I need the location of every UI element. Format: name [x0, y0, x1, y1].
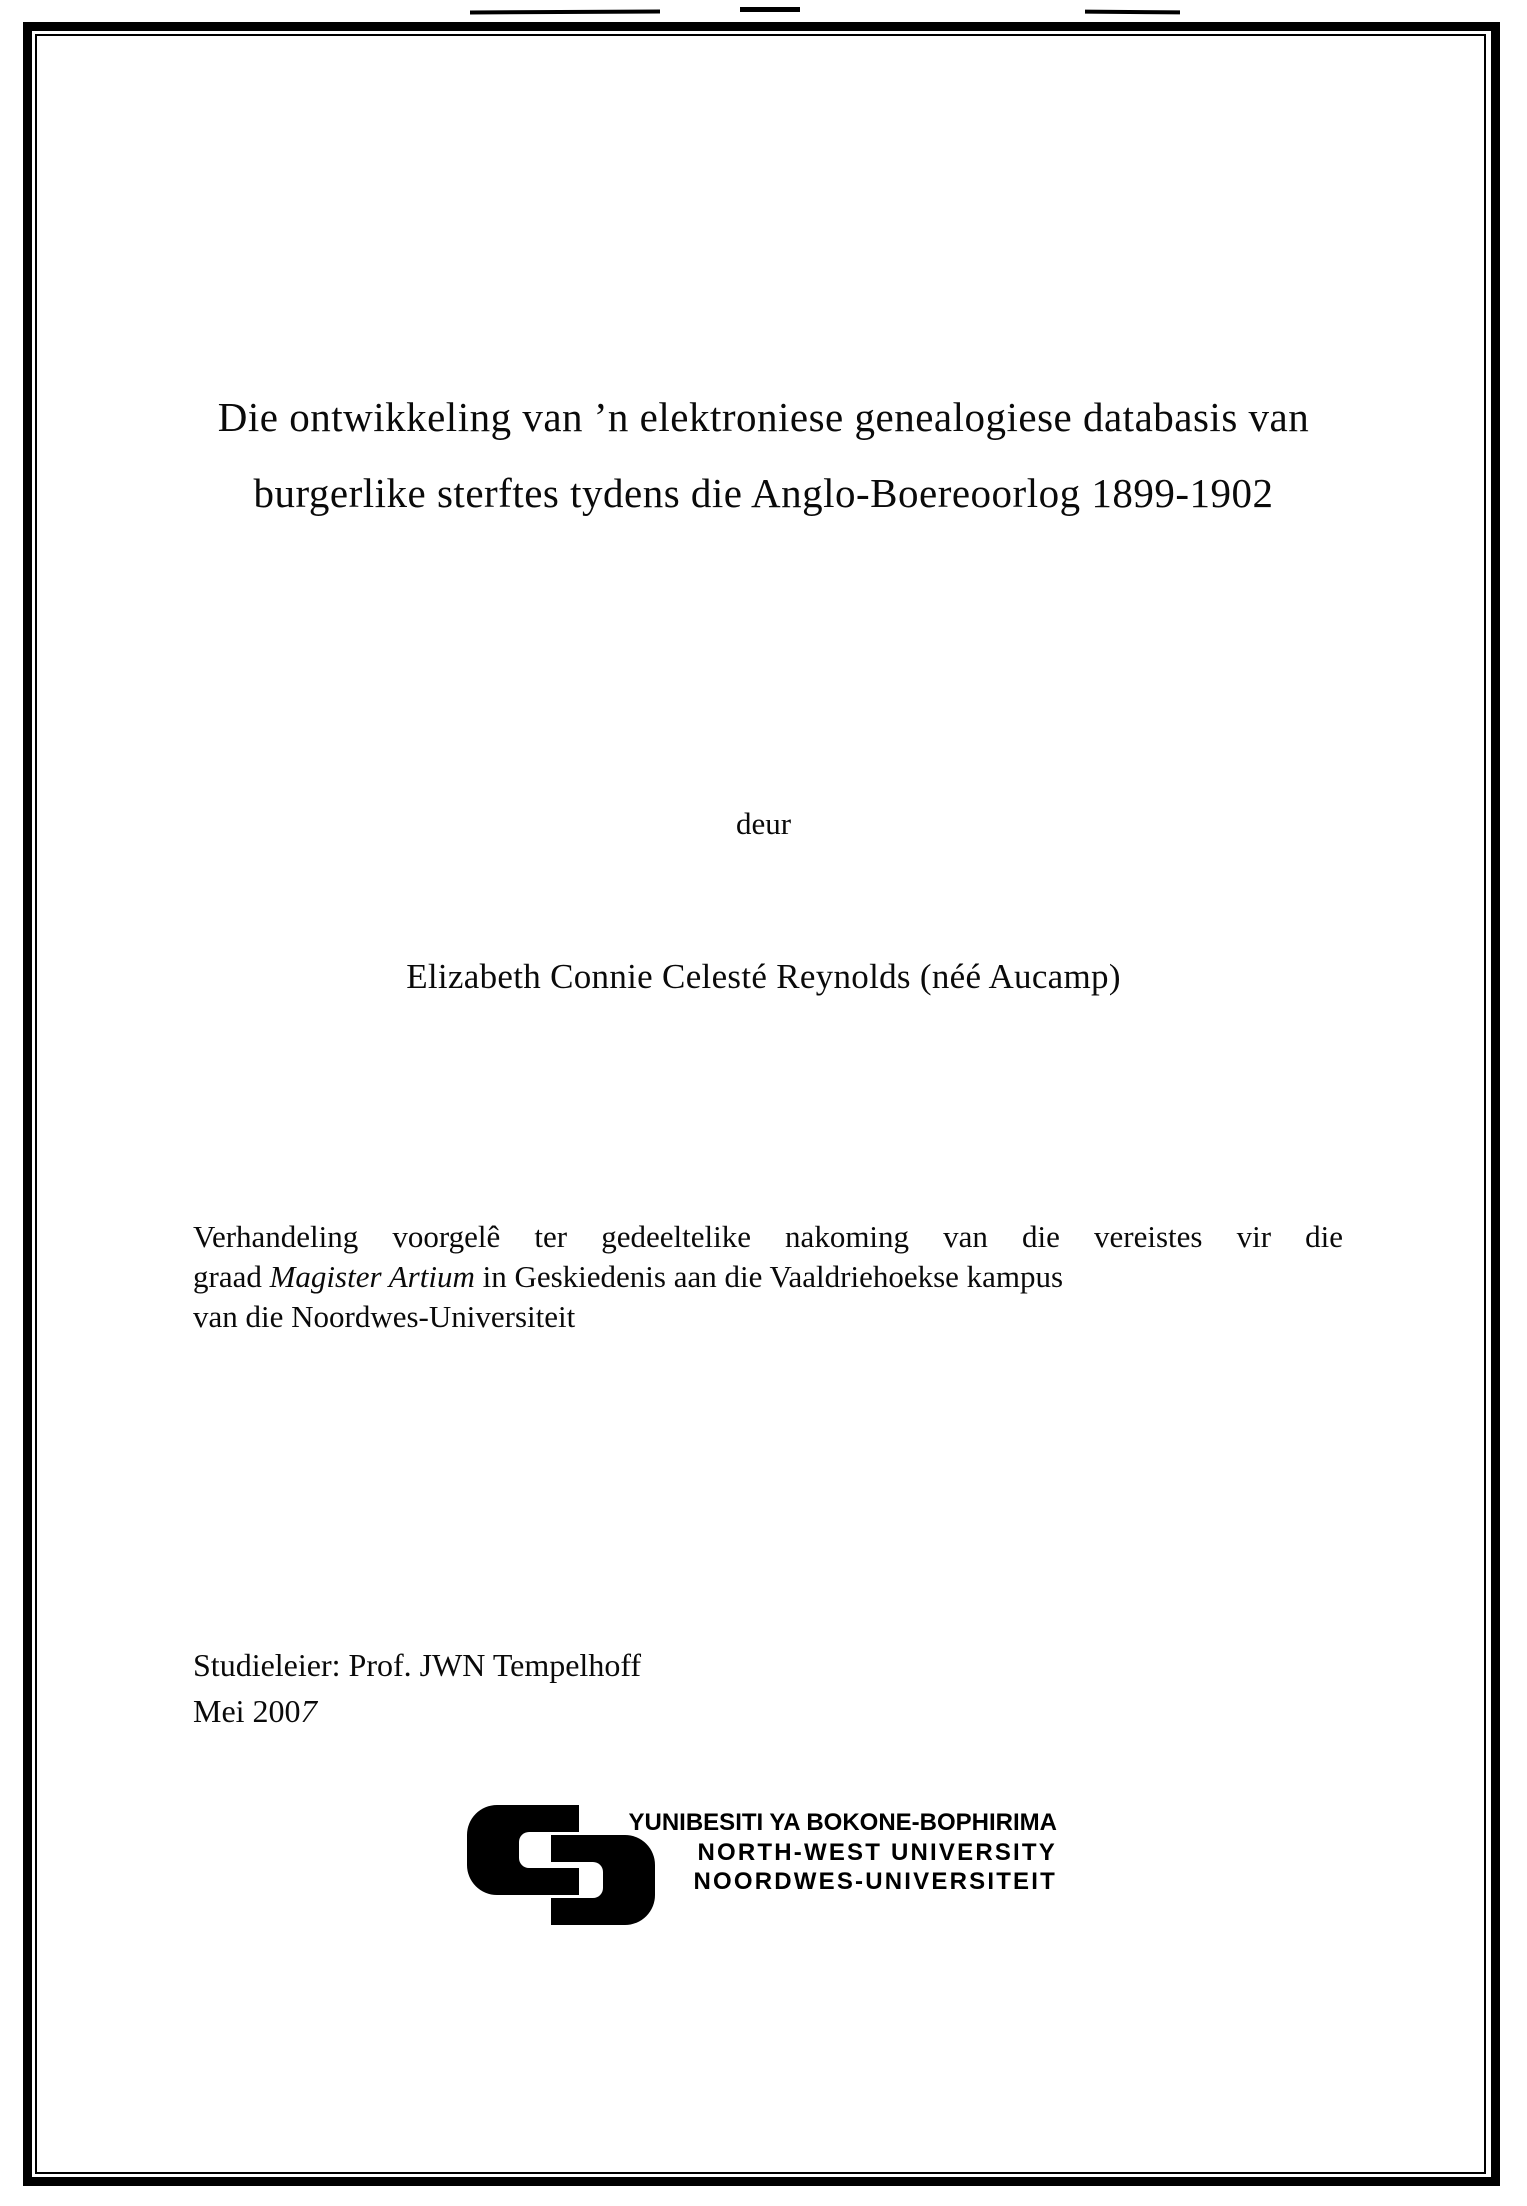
thesis-title-line-2: burgerlike sterftes tydens die Anglo-Boereoorlog 1899-1902	[253, 470, 1274, 516]
degree-statement-line-2	[193, 1257, 1343, 1297]
thesis-title-line-1: Die ontwikkeling van ’n elektroniese genealogiese databasis van	[217, 394, 1310, 440]
degree-statement	[193, 1217, 1343, 1337]
date-prefix: Mei 200	[193, 1693, 301, 1729]
scan-artifact	[1085, 10, 1180, 15]
university-name-setswana: YUNIBESITI YA BOKONE-BOPHIRIMA	[628, 1809, 1057, 1836]
scan-artifact	[740, 7, 800, 12]
degree-statement-line-1: Verhandeling voorgelê ter gedeeltelike nakoming van die vereistes vir die	[193, 1219, 1343, 1254]
byline: deur	[735, 806, 792, 841]
university-name-block	[589, 1808, 1057, 1897]
university-name-afrikaans: NOORDWES-UNIVERSITEIT	[693, 1868, 1057, 1895]
scan-artifact	[470, 10, 660, 15]
supervisor-block	[193, 1642, 641, 1734]
university-logo	[467, 1800, 1087, 1940]
date-last-digit: 7	[296, 1693, 321, 1729]
degree-name-italic: Magister Artium	[269, 1259, 475, 1294]
author-name: Elizabeth Connie Celesté Reynolds (néé Aucamp)	[406, 957, 1121, 996]
supervisor-line: Studieleier: Prof. JWN Tempelhoff	[193, 1647, 642, 1683]
date-line	[193, 1688, 641, 1734]
thesis-title	[0, 379, 1527, 531]
degree-statement-line-3: van die Noordwes-Universiteit	[193, 1299, 576, 1334]
degree-statement-line-2-post: in Geskiedenis aan die Vaaldriehoekse kampus	[474, 1259, 1064, 1294]
degree-statement-line-2-pre: graad	[193, 1259, 270, 1294]
university-name-english: NORTH-WEST UNIVERSITY	[697, 1838, 1057, 1866]
